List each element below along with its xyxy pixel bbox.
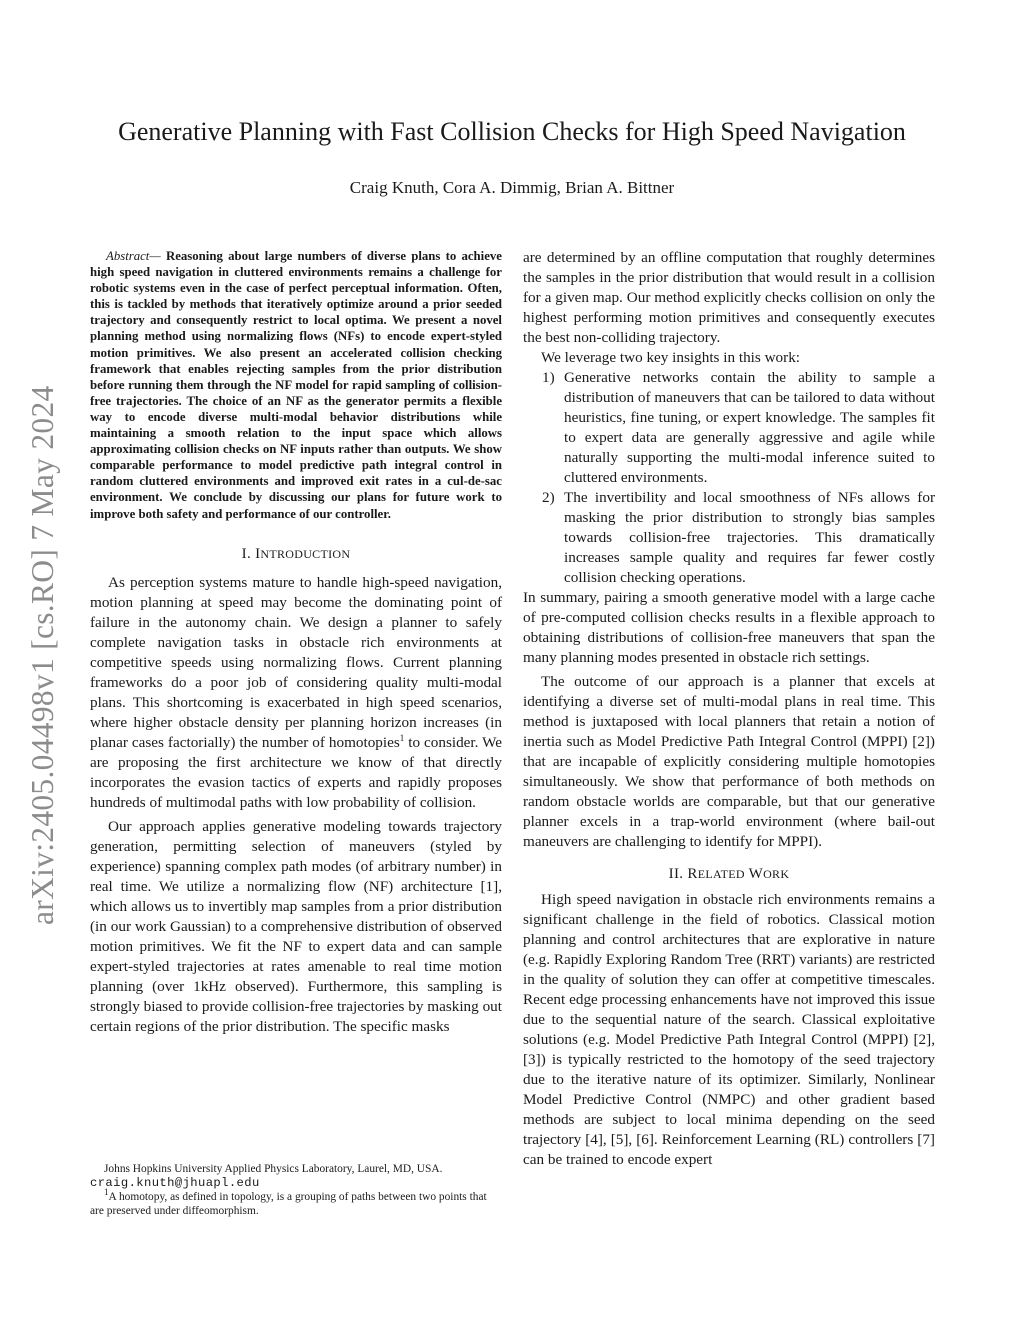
intro-p1-text: As perception systems mature to handle high-speed navigation, motion planning at speed may become the dominating point of failure in the autonomy chain. We design a planner to safely complete navigation tasks in obstacle rich environments at competitive speeds using normalizing flows. Current planning frameworks do a poor job of considering quality multi-modal plans. This shortcoming is exacerbated in high speed scenarios, where higher obstacle density per planning horizon increases (in planar cases factorially) the number of homotopies	[90, 573, 502, 751]
list-item-number: 2)	[542, 489, 555, 506]
list-item-text: The invertibility and local smoothness of NFs allows for masking the prior distribution to strongly bias samples towards collision-free trajectories. This dramatically increases sample quality and requires far fewer costly collision checking operations.	[564, 489, 935, 586]
intro-paragraph-4: In summary, pairing a smooth generative model with a large cache of pre-computed collision checks results in a flexible approach to obtaining distributions of collision-free maneuvers that span the many planning modes presented in obstacle rich settings.	[523, 589, 935, 666]
heading-initial: I	[255, 545, 261, 562]
footnote-ref-1: 1	[399, 732, 405, 743]
left-column	[90, 248, 502, 1037]
intro-paragraph-3: We leverage two key insights in this work:	[541, 349, 801, 366]
heading-initial: W	[748, 866, 764, 882]
footnotes	[90, 1162, 502, 1218]
abstract-dash: —	[149, 249, 161, 263]
affiliation-note: Johns Hopkins University Applied Physics Laboratory, Laurel, MD, USA.	[104, 1163, 443, 1175]
section-heading-related-work	[523, 864, 935, 884]
list-item	[523, 368, 935, 488]
heading-rest: NTRODUCTION	[260, 546, 351, 561]
intro-paragraph-2-cont: are determined by an offline computation that roughly determines the samples in the prior distribution that would result in a collision for a given map. Our method explicitly checks collision on only the highest performing motion primitives and consequently executes the best non-colliding trajectory.	[523, 249, 935, 346]
heading-rest: ELATED	[697, 867, 745, 881]
related-work-paragraph-1: High speed navigation in obstacle rich environments remains a significant challenge in the field of robotics. Classical motion planning and control architectures that are explorative in nature (e.g. Rapidly Exploring Random Tree (RRT) variants) are restricted in the quality of solution they can offer at competitive timescales. Recent edge processing enhancements have not improved this issue due to the sequential nature of the search. Classical exploitative solutions (e.g. Model Predictive Path Integral Control (MPPI) [2], [3]) is typically restricted to the homotopy of the seed trajectory due to the iterative nature of its optimizer. Similarly, Nonlinear Model Predictive Control (NMPC) and other gradient based methods are subject to local minima depending on the seed trajectory [4], [5], [6]. Reinforcement Learning (RL) controllers [7] can be trained to encode expert	[523, 891, 935, 1168]
intro-paragraph-5: The outcome of our approach is a planner that excels at identifying a diverse set of multi-modal plans in real time. This method is juxtaposed with local planners that retain a notion of inertia such as Model Predictive Path Integral Control (MPPI) [2]) that are incapable of explicitly considering multiple homotopies simultaneously. We show that performance of both methods on random obstacle worlds are comparable, but that our generative planner excels in a trap-world environment (where bail-out maneuvers are challenging to identify for MPPI).	[523, 673, 935, 850]
section-numeral: I.	[241, 545, 252, 562]
abstract	[90, 248, 502, 522]
author-email: craig.knuth@jhuapl.edu	[90, 1176, 260, 1190]
list-item-text: Generative networks contain the ability to sample a distribution of maneuvers that can be tailored to data without heuristics, fine tuning, or expert knowledge. The samples fit to expert data are generally aggressive and agile while naturally supporting the multi-modal inference suited to cluttered environments.	[564, 369, 935, 486]
section-numeral: II.	[668, 866, 684, 882]
key-insights-list	[523, 368, 935, 588]
list-item-number: 1)	[542, 369, 555, 386]
paper-title: Generative Planning with Fast Collision Checks for High Speed Navigation	[118, 117, 906, 146]
footnote-1-text: A homotopy, as defined in topology, is a grouping of paths between two points that are preserved under diffeomorphism.	[90, 1191, 487, 1217]
intro-paragraph-1	[90, 573, 502, 813]
intro-paragraph-2: Our approach applies generative modeling towards trajectory generation, permitting selection of maneuvers (styled by experience) spanning complex path modes (of arbitrary number) in real time. We utilize a normalizing flow (NF) architecture [1], which allows us to invertibly map samples from a prior distribution (in our work Gaussian) to a comprehensive distribution of observed motion primitives. We fit the NF to expert data and can sample expert-styled trajectories at rates amenable to real time motion planning (over 1kHz observed). Furthermore, this sampling is strongly biased to provide collision-free trajectories by masking out certain regions of the prior distribution. The specific masks	[90, 817, 502, 1035]
footnote-mark: 1	[104, 1187, 109, 1198]
list-item	[523, 488, 935, 588]
right-column	[523, 248, 935, 1170]
heading-rest: ORK	[763, 867, 790, 881]
heading-initial: R	[687, 866, 698, 882]
abstract-label: Abstract	[106, 249, 150, 263]
abstract-text: Reasoning about large numbers of diverse plans to achieve high speed navigation in cluttered environments remains a challenge for robotic systems even in the case of perfect perceptual information. Often, this is tackled by methods that iteratively optimize around a prior seeded trajectory and consequently restrict to local optima. We present a novel planning method using normalizing flows (NFs) to encode expert-styled motion primitives. We also present an accelerated collision checking framework that enables rejecting samples from the prior distribution before running them through the NF model for rapid sampling of collision-free trajectories. The choice of an NF as the generator permits a flexible way to encode diverse multi-modal behavior distributions while maintaining a smooth relation to the input space which allows approximating collision checks on NF inputs rather than outputs. We show comparable performance to model predictive path integral control in random cluttered environments and improved exit rates in a cul-de-sac environment. We conclude by discussing our plans for future work to improve both safety and performance of our controller.	[90, 249, 502, 521]
author-list: Craig Knuth, Cora A. Dimmig, Brian A. Bittner	[349, 178, 675, 197]
footnote-1	[90, 1187, 502, 1218]
intro-p1-text-cont: to consider. We are proposing the first architecture we know of that directly incorporates the evasion tactics of experts and rapidly proposes hundreds of multimodal paths with low probability of collision.	[90, 733, 502, 811]
arxiv-identifier-stamp: arXiv:2405.04498v1 [cs.RO] 7 May 2024	[25, 385, 60, 925]
section-heading-introduction	[90, 544, 502, 564]
